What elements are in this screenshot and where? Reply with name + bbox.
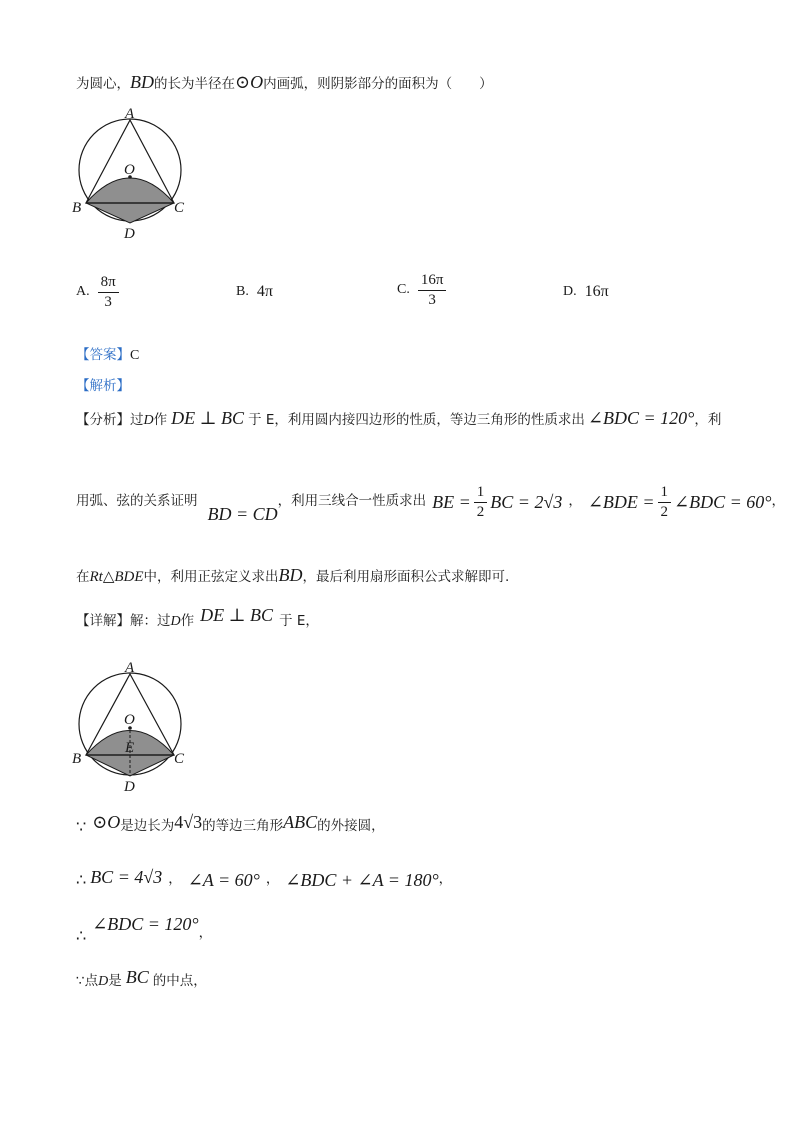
analysis-text: ， bbox=[771, 493, 785, 510]
analysis-bde-lhs: ∠BDE = bbox=[587, 492, 655, 512]
figure-2 bbox=[68, 660, 198, 800]
analysis-be-lhs: BE = bbox=[432, 492, 471, 512]
step4-arc-bc: BC bbox=[125, 967, 149, 987]
fig2-label-b: B bbox=[72, 751, 82, 767]
detail-text: 于 E， bbox=[279, 613, 319, 630]
option-c-fraction bbox=[418, 273, 447, 308]
fig2-label-e: E bbox=[125, 740, 135, 756]
analysis-text: ，利 bbox=[694, 412, 722, 428]
analysis-line-3 bbox=[76, 566, 509, 585]
option-d bbox=[563, 284, 609, 300]
fig1-label-b: B bbox=[72, 200, 82, 216]
step1-circle-o: ⊙O bbox=[92, 812, 121, 832]
fig1-label-c: C bbox=[174, 200, 185, 216]
analysis-heading bbox=[76, 374, 130, 394]
analysis-text: 在 bbox=[76, 569, 90, 585]
analysis-text: 作 bbox=[153, 412, 168, 428]
detail-text: 解：过 bbox=[130, 613, 171, 630]
option-b bbox=[236, 284, 273, 300]
option-d-label: D. bbox=[563, 284, 577, 299]
fig2-label-a: A bbox=[125, 660, 135, 676]
analysis-point-d: D bbox=[143, 413, 154, 428]
analysis-text: ，最后利用扇形面积公式求解即可. bbox=[302, 569, 510, 585]
fig1-label-d: D bbox=[124, 226, 135, 242]
answer-tag: 【答案】 bbox=[76, 347, 130, 363]
step4-text: 的中点， bbox=[152, 973, 207, 990]
step2-angle-sum: ∠BDC + ∠A = 180° bbox=[285, 870, 439, 890]
therefore-symbol: ∴ bbox=[76, 926, 87, 945]
fig1-label-o: O bbox=[124, 162, 135, 178]
detail-perpendicular: DE ⊥ BC bbox=[200, 605, 274, 625]
question-text-1: 为圆心， bbox=[76, 76, 130, 92]
option-a-numerator: 8π bbox=[98, 275, 119, 293]
step2-angle-a: ∠A = 60° bbox=[187, 870, 260, 890]
option-b-value: 4π bbox=[256, 283, 273, 300]
therefore-symbol: ∴ bbox=[76, 870, 87, 889]
analysis-angle-bdc: ∠BDC = 120° bbox=[587, 408, 695, 428]
fig1-shaded-region bbox=[86, 178, 174, 223]
figure-1 bbox=[68, 108, 198, 248]
analysis-line-2 bbox=[76, 480, 785, 524]
option-b-label: B. bbox=[236, 284, 249, 299]
option-a-fraction bbox=[98, 275, 119, 310]
analysis-bde-den: 2 bbox=[660, 503, 669, 520]
answer-line bbox=[76, 343, 139, 364]
question-bd: BD bbox=[130, 72, 154, 92]
analysis-be-rhs: BC = 2√3 bbox=[490, 492, 563, 512]
step4-point-d: D bbox=[98, 974, 109, 989]
step3-angle-bdc: ∠BDC = 120° bbox=[92, 914, 199, 934]
question-line bbox=[76, 73, 493, 92]
step2-bc-value: BC = 4√3 bbox=[90, 867, 163, 887]
detail-point-d: D bbox=[170, 614, 181, 629]
step4-text: ∵点 bbox=[76, 973, 99, 990]
option-c-label: C. bbox=[397, 282, 410, 297]
fig2-label-d: D bbox=[124, 779, 135, 795]
analysis-text: ， bbox=[568, 493, 582, 510]
option-d-value: 16π bbox=[584, 283, 609, 300]
analysis-bde-rhs: ∠BDC = 60° bbox=[674, 492, 772, 512]
analysis-bd-eq-cd: BD = CD bbox=[207, 504, 278, 524]
step1-side-length: 4√3 bbox=[174, 812, 203, 832]
analysis-bde-fraction bbox=[658, 485, 672, 520]
step2-text: ， bbox=[438, 871, 453, 888]
detail-line bbox=[76, 606, 319, 638]
analysis-perpendicular: DE ⊥ BC bbox=[171, 408, 245, 428]
option-a-label: A. bbox=[76, 284, 90, 299]
step1-text: 的等边三角形 bbox=[202, 818, 284, 835]
analysis-be-den: 2 bbox=[476, 503, 485, 520]
analysis-text: 于 E，利用圆内接四边形的性质，等边三角形的性质求出 bbox=[248, 412, 585, 428]
analysis-be-fraction bbox=[474, 485, 488, 520]
detail-text: 作 bbox=[180, 613, 195, 630]
step-2 bbox=[76, 866, 452, 894]
question-circle-o: ⊙O bbox=[235, 72, 264, 92]
analysis-text: ，利用三线合一性质求出 bbox=[277, 493, 427, 510]
fig2-label-c: C bbox=[174, 751, 185, 767]
answer-value: C bbox=[130, 348, 140, 363]
step2-text: ， bbox=[168, 871, 182, 888]
step1-text: 的外接圆， bbox=[317, 818, 385, 835]
analysis-tag-inline: 【分析】 bbox=[76, 412, 130, 428]
option-c-numerator: 16π bbox=[418, 273, 447, 291]
step-4 bbox=[76, 968, 207, 996]
question-text-3: 内画弧，则阴影部分的面积为（ ） bbox=[263, 76, 493, 92]
because-symbol: ∵ bbox=[76, 817, 87, 836]
step4-text: 是 bbox=[108, 973, 122, 990]
fig1-label-a: A bbox=[125, 108, 135, 122]
analysis-be-num: 1 bbox=[474, 485, 488, 503]
option-c bbox=[397, 268, 446, 312]
fig2-label-o: O bbox=[124, 712, 135, 728]
step-3 bbox=[76, 912, 212, 944]
analysis-rt-triangle: Rt△BDE bbox=[89, 569, 144, 585]
analysis-text: 中，利用正弦定义求出 bbox=[143, 569, 279, 585]
option-a-denominator: 3 bbox=[104, 293, 112, 310]
analysis-bd: BD bbox=[278, 565, 303, 585]
detail-tag: 【详解】 bbox=[76, 613, 130, 630]
analysis-line-1 bbox=[76, 409, 721, 428]
step1-text: 是边长为 bbox=[120, 818, 175, 835]
step1-abc: ABC bbox=[283, 812, 318, 832]
step3-text: ， bbox=[198, 925, 213, 942]
analysis-text: 过 bbox=[130, 412, 144, 428]
option-a bbox=[76, 272, 119, 312]
step-1 bbox=[76, 812, 385, 842]
analysis-bde-num: 1 bbox=[658, 485, 672, 503]
option-c-denominator: 3 bbox=[428, 291, 436, 308]
analysis-text: 用弧、弦的关系证明 bbox=[76, 493, 198, 510]
question-text-2: 的长为半径在 bbox=[154, 76, 235, 92]
analysis-tag: 【解析】 bbox=[76, 378, 130, 394]
step2-text: ， bbox=[265, 871, 280, 888]
